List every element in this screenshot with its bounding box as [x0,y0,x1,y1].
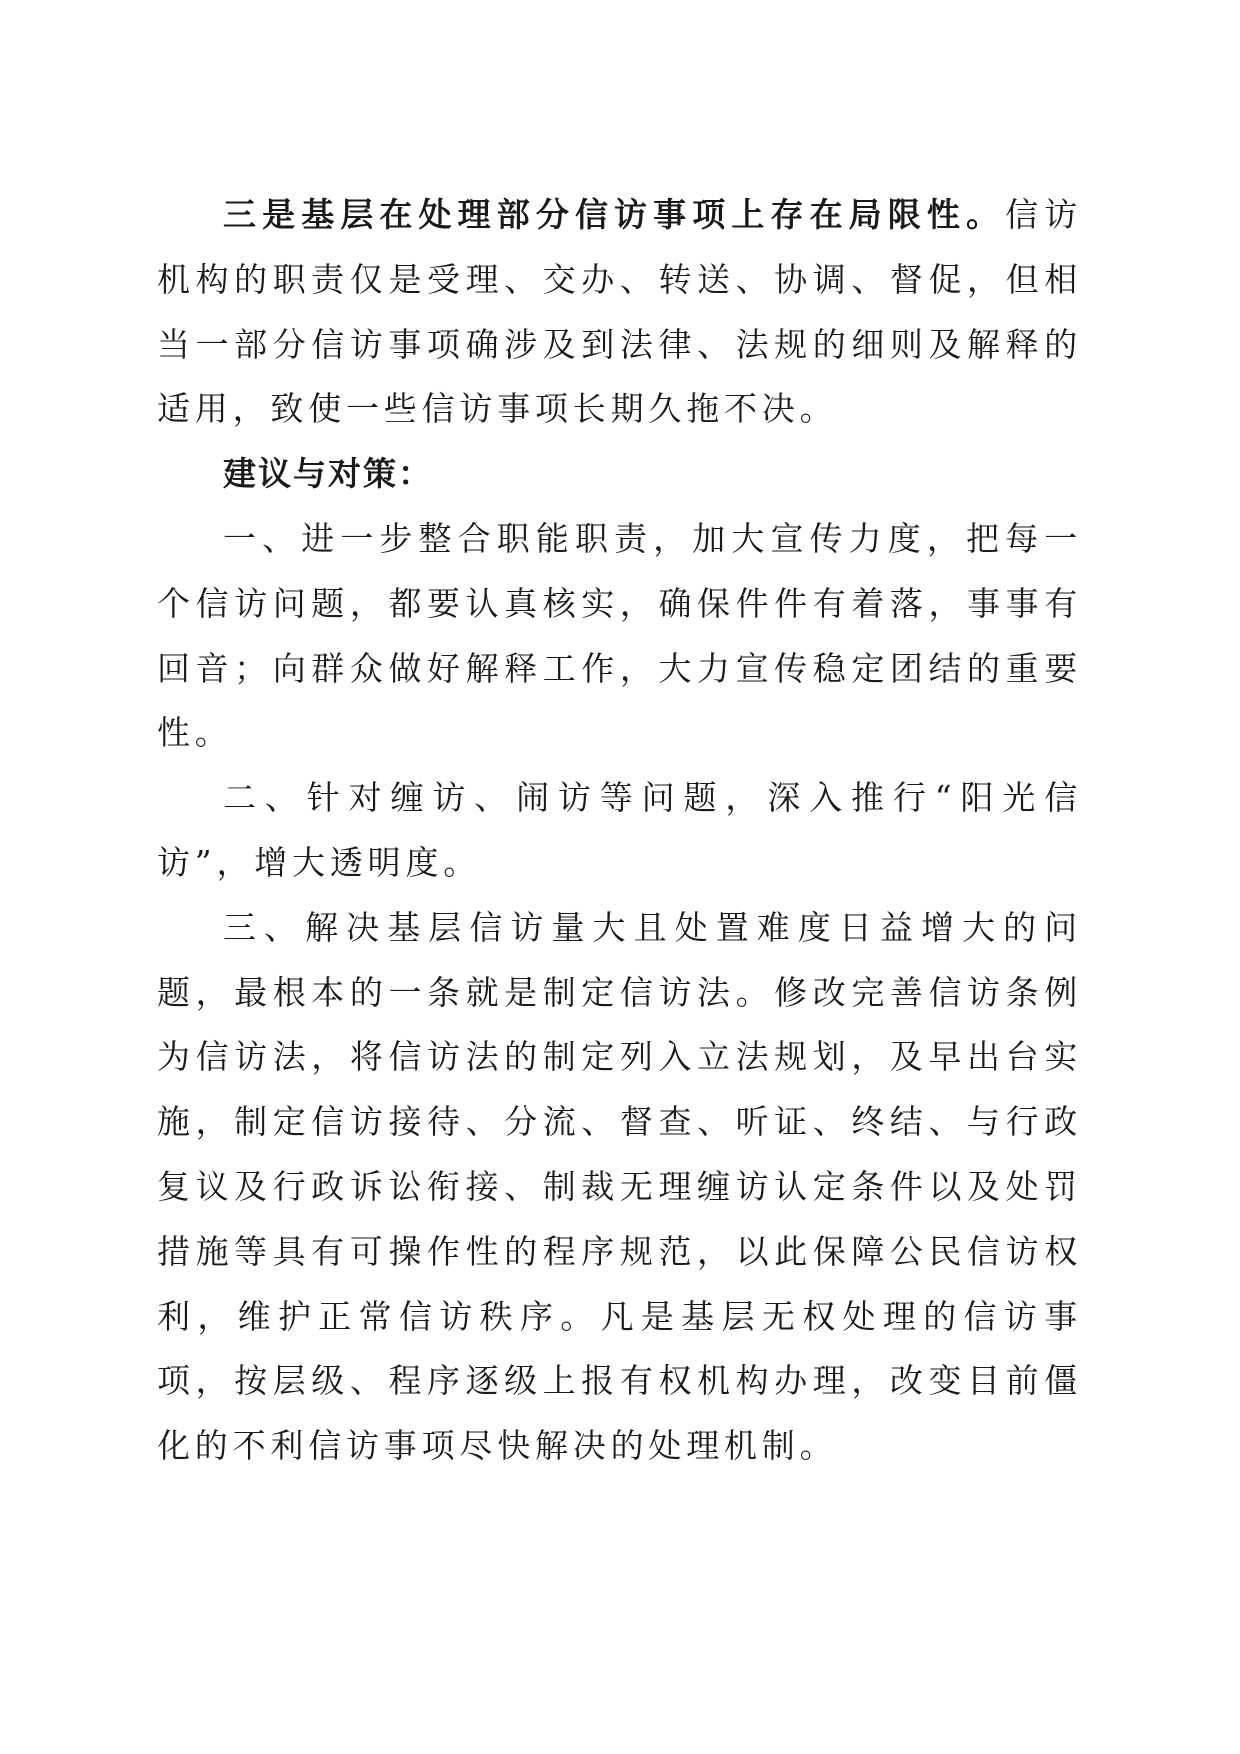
paragraph-body: 信访机构的职责仅是受理、交办、转送、协调、督促，但相当一部分信访事项确涉及到法律、法规的细则及解释的适用，致使一些信访事项长期久拖不决。 [157,195,1082,429]
section-heading: 建议与对策： [223,454,433,494]
paragraph-limitations [157,183,1082,442]
paragraph-suggestion-3: 三、解决基层信访量大且处置难度日益增大的问题，最根本的一条就是制定信访法。修改完善信访条例为信访法，将信访法的制定列入立法规划，及早出台实施，制定信访接待、分流、督查、听证、终结、与行政复议及行政诉讼衔接、制裁无理缠访认定条件以及处罚措施等具有可操作性的程序规范，以此保障公民信访权利，维护正常信访秩序。凡是基层无权处理的信访事项，按层级、程序逐级上报有权机构办理，改变目前僵化的不利信访事项尽快解决的处理机制。 [157,907,1082,1466]
document-body [157,183,1082,1479]
paragraph-suggestion-1: 一、进一步整合职能职责，加大宣传力度，把每一个信访问题，都要认真核实，确保件件有着落，事事有回音；向群众做好解释工作，大力宣传稳定团结的重要性。 [157,518,1082,753]
paragraph-suggestion-2: 二、针对缠访、闹访等问题，深入推行“阳光信访”，增大透明度。 [157,778,1082,882]
paragraph-lead-bold: 三是基层在处理部分信访事项上存在局限性。 [223,195,1006,234]
